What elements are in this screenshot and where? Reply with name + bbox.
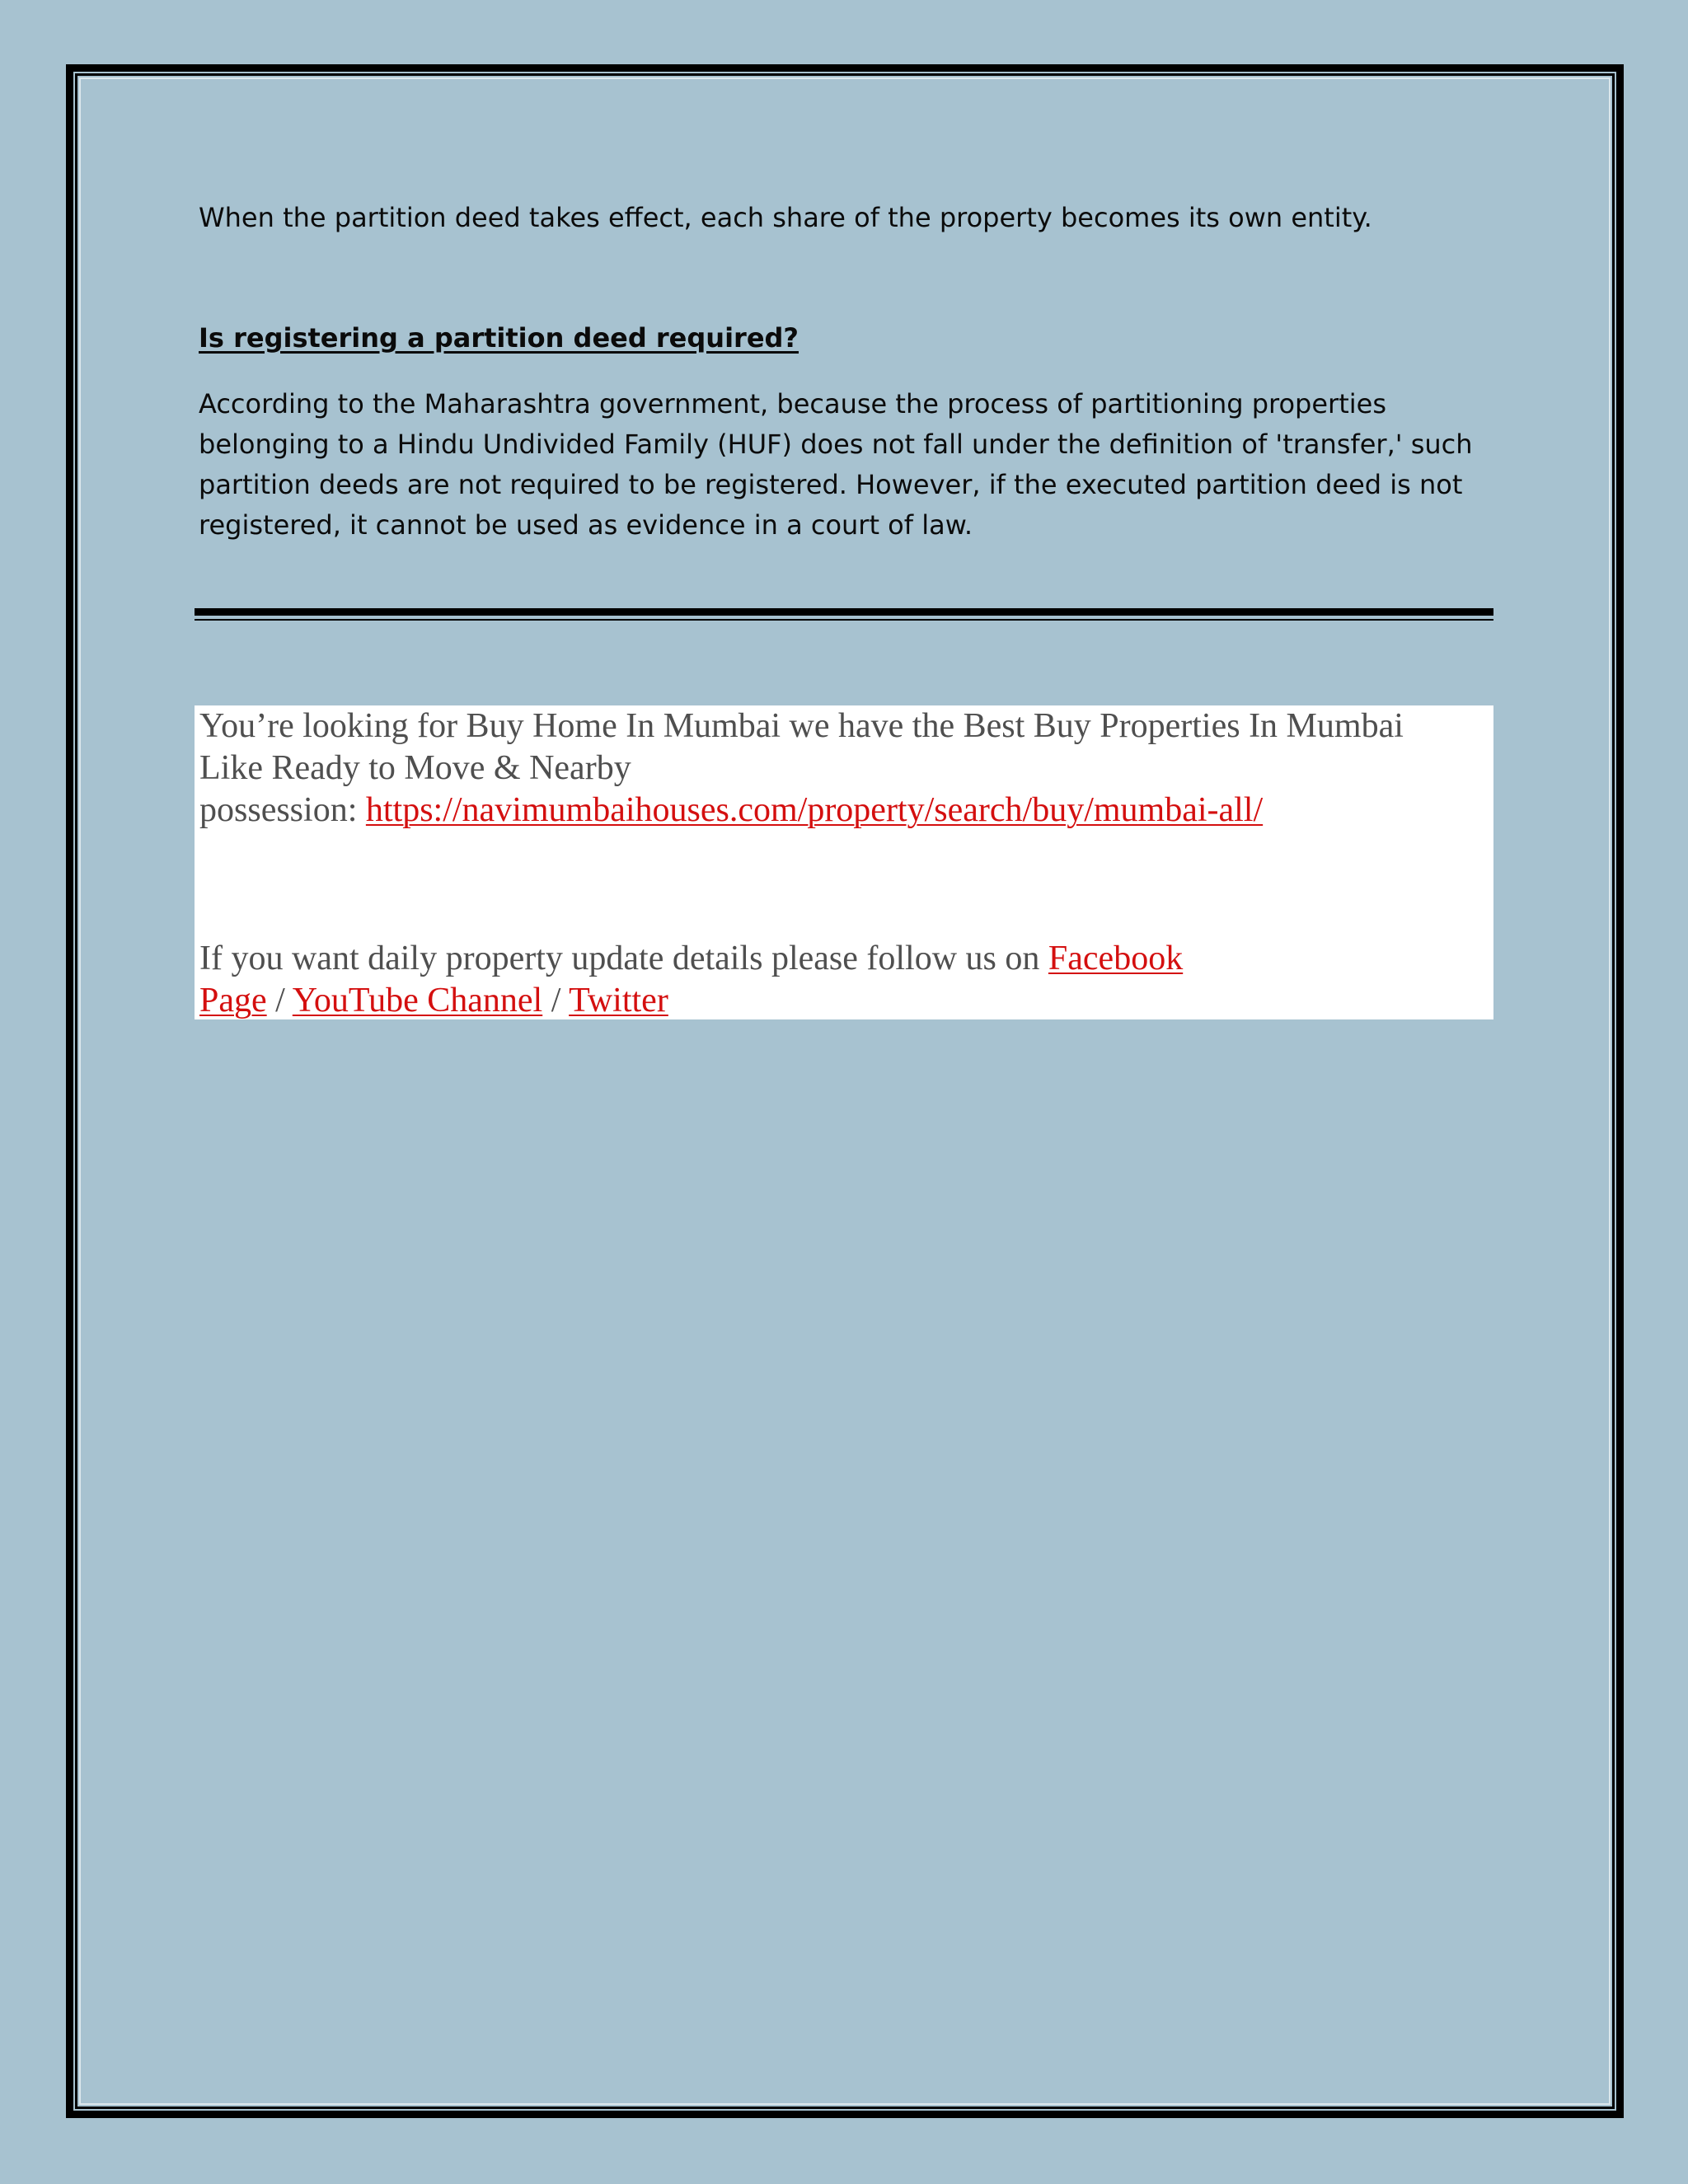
promo-box [195,705,1493,1019]
registration-heading: Is registering a partition deed required? [199,322,799,354]
promo-follow-text: If you want daily property update details please follow us on [199,940,1048,977]
link-separator: / [542,982,570,1019]
page-border-highlight [79,77,1611,2105]
facebook-link-part-a[interactable]: Facebook [1048,940,1184,977]
promo-intro-line-a: You’re looking for Buy Home In Mumbai we have the Best Buy Properties In Mumbai [199,707,1404,745]
promo-intro [199,705,1489,832]
promo-follow [199,938,1489,1022]
registration-paragraph: According to the Maharashtra government, because the process of partitioning properties belonging to a Hindu Undivided Family (HUF) does not fall under the definition of 'transfer,' such partition deeds are not required to be registered. However, if the executed partition deed is not registered, it cannot be used as evidence in a court of law. [199,388,1473,541]
promo-intro-line-b: Like Ready to Move & Nearby [199,749,631,787]
promo-intro-line-c: possession: [199,791,366,829]
intro-paragraph: When the partition deed takes effect, each share of the property becomes its own entity. [199,202,1372,233]
facebook-link-part-b[interactable]: Page [199,982,267,1019]
youtube-link[interactable]: YouTube Channel [292,982,543,1019]
twitter-link[interactable]: Twitter [569,982,668,1019]
divider-thin [195,619,1493,621]
link-separator: / [266,982,293,1019]
divider-thick [195,608,1493,616]
property-search-link[interactable]: https://navimumbaihouses.com/property/search/buy/mumbai-all/ [365,791,1264,829]
